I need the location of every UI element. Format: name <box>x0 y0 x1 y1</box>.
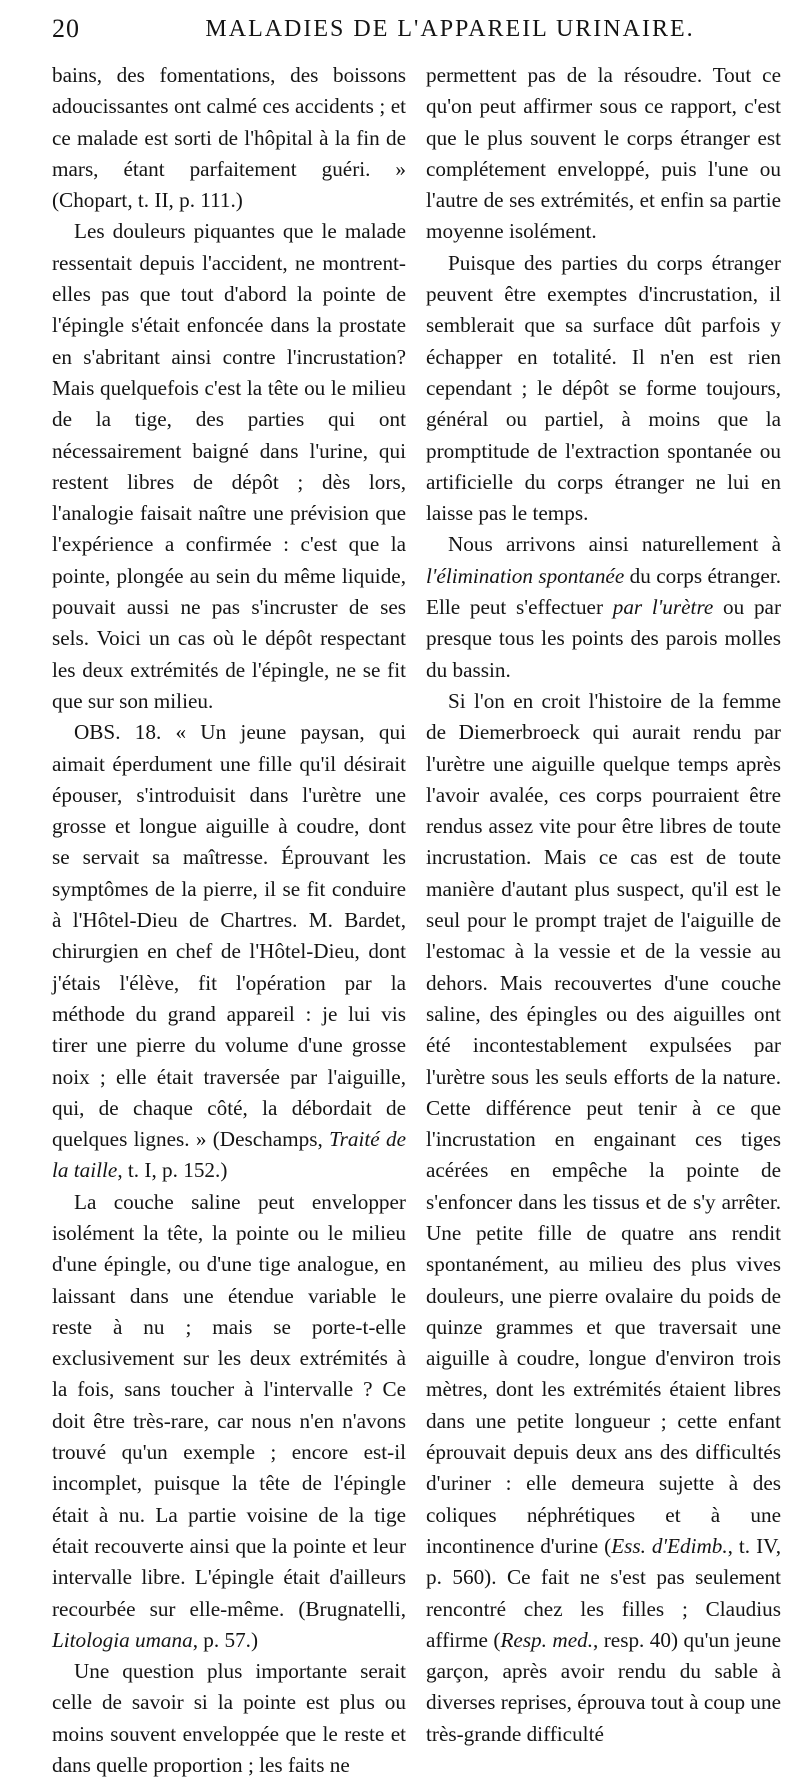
left-column <box>52 60 406 1781</box>
text-run: Nous arrivons ainsi naturellement à <box>448 532 781 557</box>
text-run: ou par presque tous les points des parois molles du bassin. <box>426 595 782 682</box>
text-run: La couche saline peut envelopper isolément la tête, la pointe ou le milieu d'une épingle, ou d'une tige analogue, en laissant dans une étendue variable le reste à nu ; mais se porte-t-elle exclusivement sur les deux extrémités à la fois, sans toucher à l'intervalle ? Ce doit être très-rare, car nous n'en n'avons trouvé qu'un exemple ; encore est-il incomplet, puisque la tête de l'épingle était à nu. La partie voisine de la tige était recouverte ainsi que la pointe et leur intervalle libre. L'épingle était d'ailleurs recourbée sur elle-même. (Brugnatelli, <box>52 1189 406 1621</box>
paragraph <box>52 1187 406 1656</box>
text-run: OBS. 18. « Un jeune paysan, qui aimait éperdument une fille qu'il désirait épouser, s'introduisit dans l'urètre une grosse et longue aiguille à coudre, dont se servait sa maîtresse. Éprouvant les symptômes de la pierre, il se fit conduire à l'Hôtel-Dieu de Chartres. M. Bardet, chirurgien en chef de l'Hôtel-Dieu, dont j'étais l'élève, fit l'opération par la méthode du grand appareil : je lui vis tirer une pierre du volume d'une grosse noix ; elle était traversée par l'aiguille, qui, de chaque côté, la débordait de quelques lignes. » (Deschamps, <box>52 720 406 1152</box>
book-title: Litologia umana <box>52 1627 193 1652</box>
text-run: , resp. 40) qu'un jeune garçon, après avoir rendu du sable à diverses reprises, éprouva tout à coup une très-grande difficulté <box>426 1627 782 1746</box>
page-header <box>0 8 800 54</box>
emphasis: par l'urètre <box>612 595 714 620</box>
paragraph: Les douleurs piquantes que le malade ressentait depuis l'accident, ne montrent-elles pas que tout d'abord la pointe de l'épingle s'était enfoncée dans la prostate en s'abritant ainsi contre l'incrustation? Mais quelquefois c'est la tête ou le milieu de la tige, des parties qui ont nécessairement baigné dans l'urine, qui restent libres de dépôt ; dès lors, l'analogie faisait naître une prévision que l'expérience a confirmée : c'est que la pointe, plongée au sein du même liquide, pouvait aussi ne pas s'incruster de ses sels. Voici un cas où le dépôt respectant les deux extrémités de l'épingle, ne se fit que sur son milieu. <box>52 219 406 713</box>
paragraph: Puisque des parties du corps étranger peuvent être exemptes d'incrustation, il semblerait que sa surface dût parfois y échapper en totalité. Il n'en est rien cependant ; le dépôt se forme toujours, général ou partiel, à moins que la promptitude de l'extraction spontanée ou artificielle du corps étranger ne lui en laisse pas le temps. <box>426 250 781 526</box>
text-run: , t. IV, p. 560). Ce fait ne s'est pas seulement rencontré chez les filles ; Claudius affirme ( <box>426 1533 782 1652</box>
observation-paragraph <box>52 717 406 1186</box>
paragraph <box>426 686 781 1750</box>
page-number: 20 <box>52 14 80 43</box>
paragraph <box>426 529 781 685</box>
book-title: Traité de la taille <box>52 1127 406 1183</box>
right-column <box>426 60 781 1750</box>
text-run: , p. 57.) <box>192 1627 259 1652</box>
paragraph: Une question plus importante serait celle de savoir si la pointe est plus ou moins souvent enveloppée que le reste et dans quelle proportion ; les faits ne <box>52 1659 406 1778</box>
reference-title: Ess. d'Edimb. <box>611 1533 728 1558</box>
text-run: , t. I, p. 152.) <box>117 1158 228 1183</box>
reference-title: Resp. med. <box>500 1627 593 1652</box>
paragraph: bains, des fomentations, des boissons adoucissantes ont calmé ces accidents ; et ce malade est sorti de l'hôpital à la fin de mars, étant parfaitement guéri. » (Chopart, t. II, p. 111.) <box>52 63 406 213</box>
text-run: du corps étranger. Elle peut s'effectuer <box>426 563 781 620</box>
text-run: Si l'on en croit l'histoire de la femme de Diemerbroeck qui aurait rendu par l'urètre une aiguille quelque temps après l'avoir avalée, ces corps pourraient être rendus assez vite pour être libres de toute incrustation. Mais ce cas est de toute manière d'autant plus suspect, qu'il est le seul pour le prompt trajet de l'aiguille de l'estomac à la vessie et de la vessie au dehors. Mais recouvertes d'une couche saline, des épingles ou des aiguilles ont été incontestablement expulsées par l'urètre sous les seuls efforts de la nature. Cette différence peut tenir à ce que l'incrustation en engainant ces tiges acérées en empêche la pointe de s'enfoncer dans les tissus et de s'y arrêter. Une petite fille de quatre ans rendit spontanément, au milieu des plus vives douleurs, une pierre ovalaire du poids de quinze grammes et que traversait une aiguille à coudre, longue d'environ trois mètres, dont les extrémités étaient libres dans une petite longueur ; cette enfant éprouvait depuis deux ans des difficultés d'uriner : elle demeura sujette à des coliques néphrétiques et à une incontinence d'urine ( <box>426 688 781 1558</box>
paragraph: permettent pas de la résoudre. Tout ce qu'on peut affirmer sous ce rapport, c'est que le plus souvent le corps étranger est complétement enveloppé, puis l'une ou l'autre de ses extrémités, et enfin sa partie moyenne isolément. <box>426 63 781 244</box>
running-title: MALADIES DE L'APPAREIL URINAIRE. <box>205 16 695 42</box>
emphasis: l'élimination spontanée <box>426 563 625 588</box>
